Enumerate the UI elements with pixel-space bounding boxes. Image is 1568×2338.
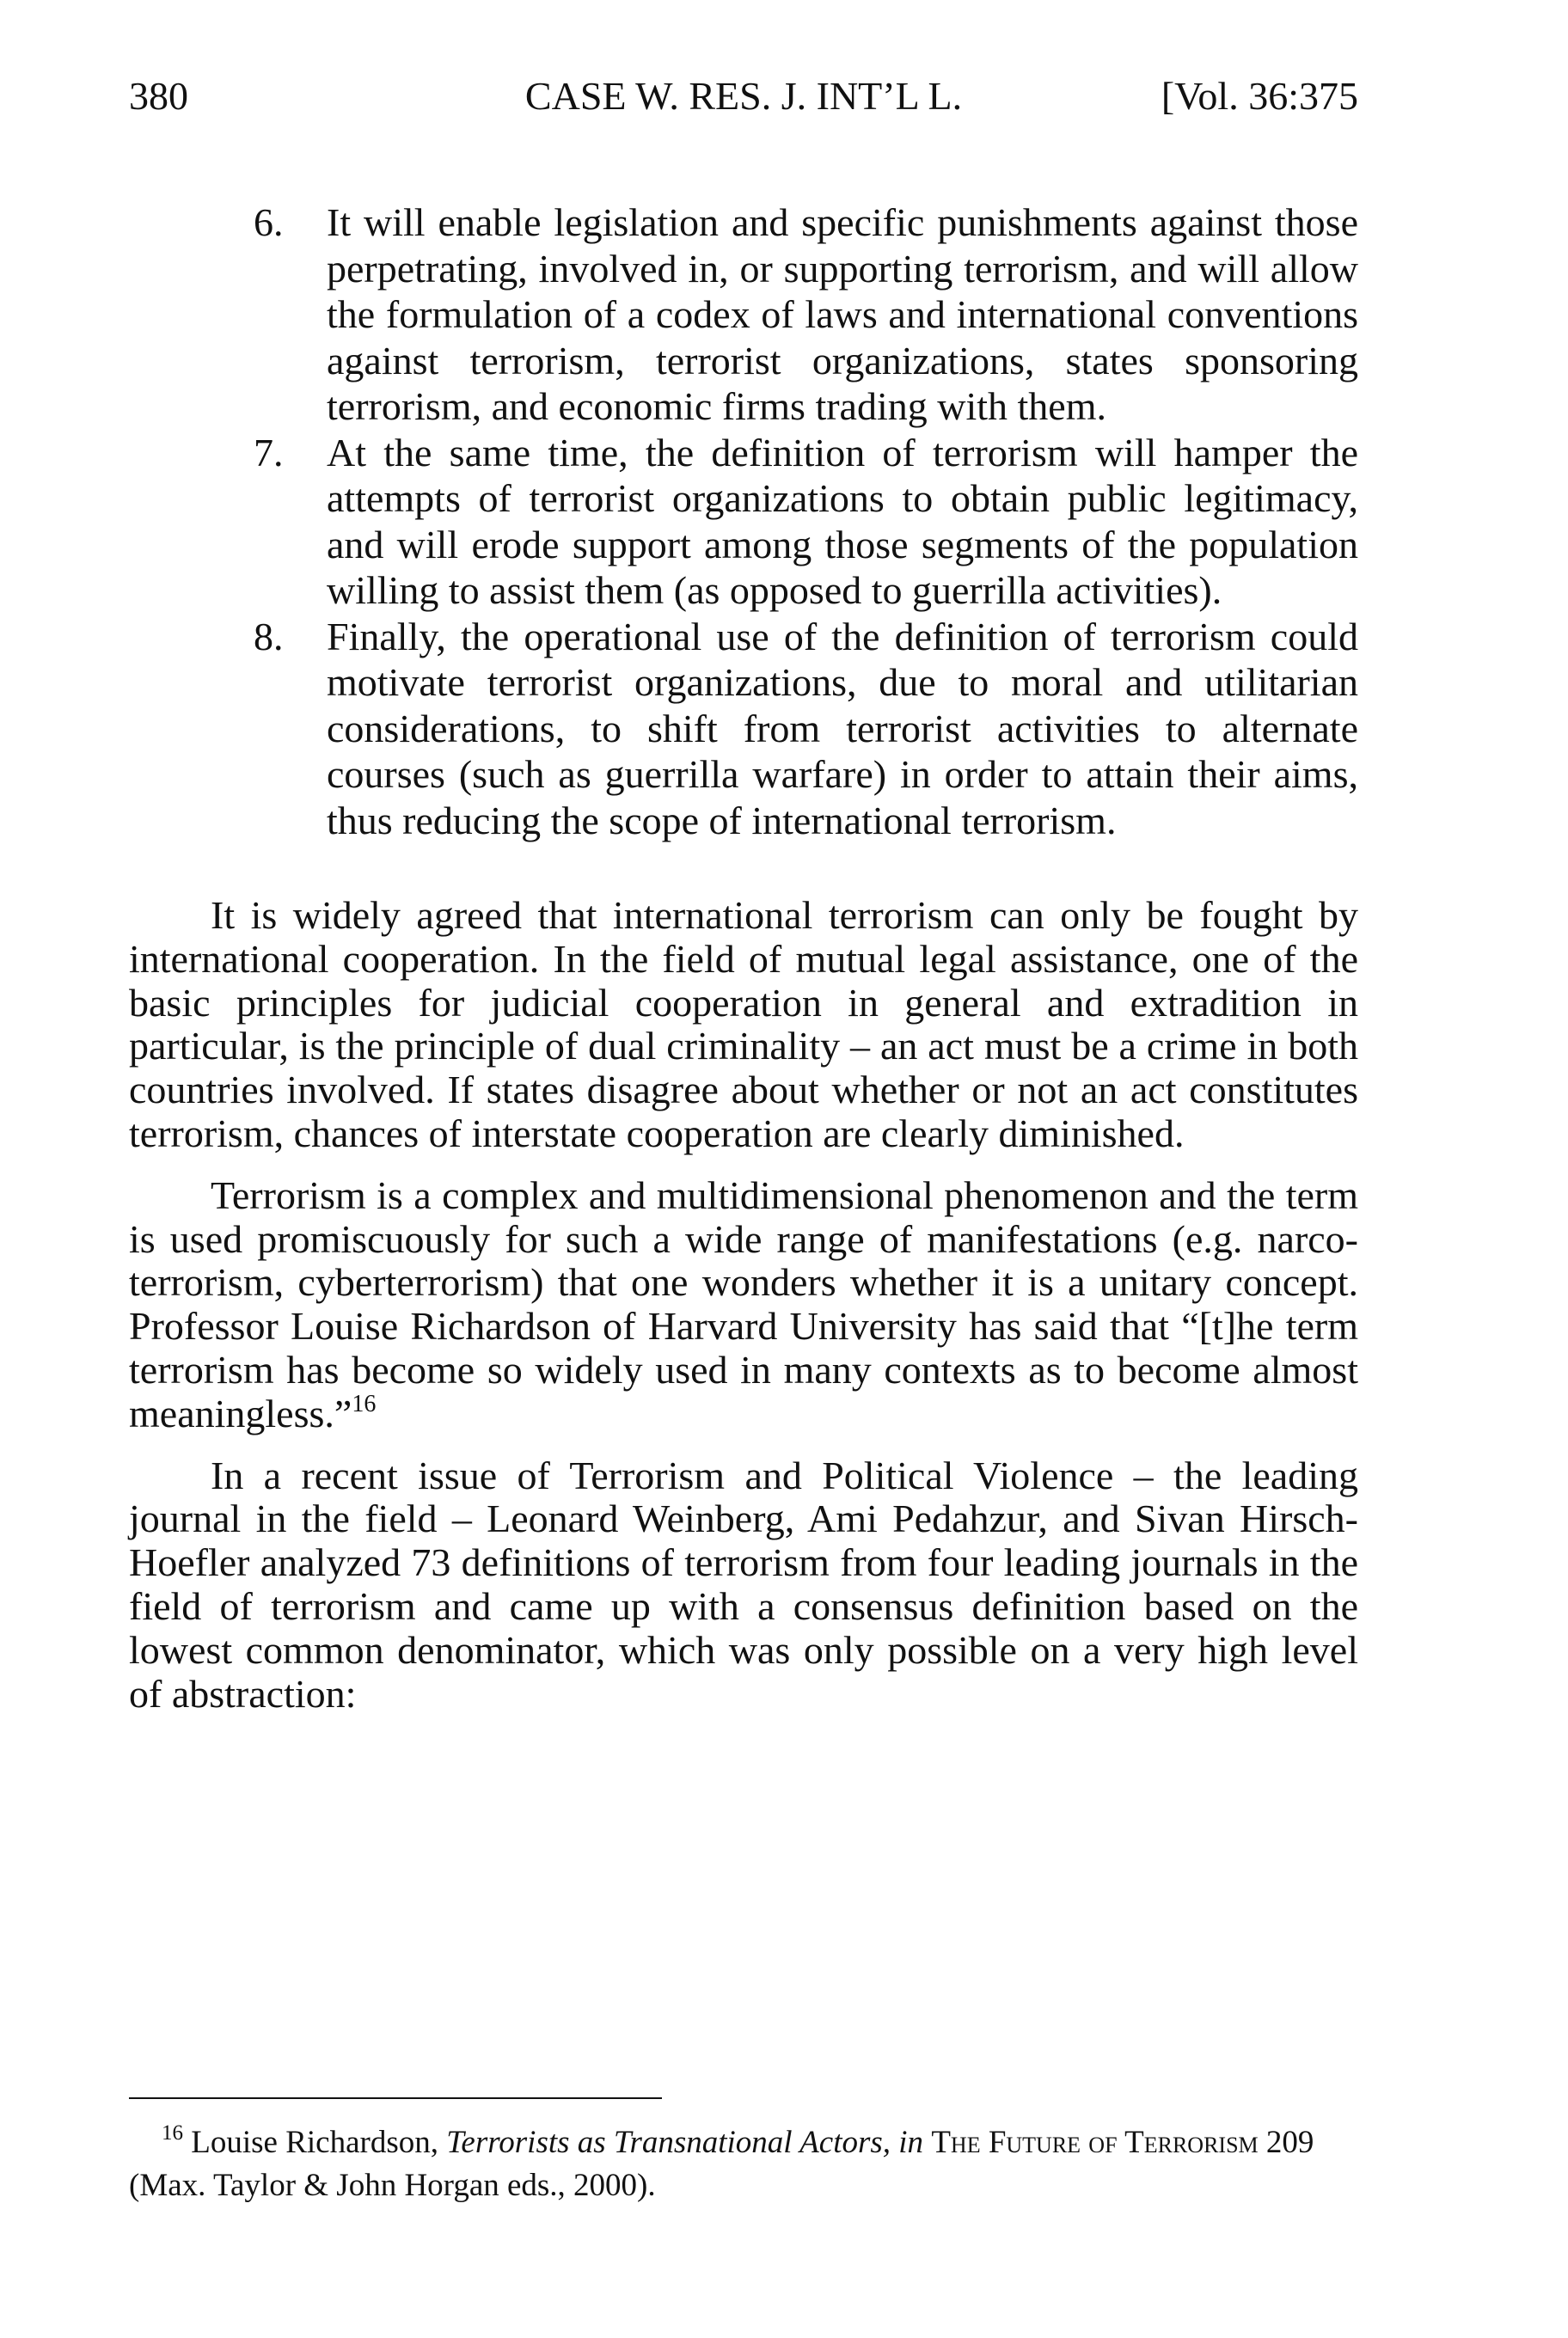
body-text [129, 894, 1358, 1734]
list-item [254, 614, 1358, 844]
list-item-number: 8. [254, 614, 284, 658]
list-item-number: 7. [254, 430, 284, 474]
list-item [254, 430, 1358, 614]
running-header [129, 70, 1358, 122]
footnote-book: The Future of Terrorism [931, 2125, 1259, 2160]
paragraph-text: It is widely agreed that international terrorism can only be fought by international cooperation. In the field of mutual legal assistance, one of the basic principles for judicial cooperation in general and extradition in particular, is the principle of dual criminality – an act must be a crime in both countries involved. If states disagree about whether or not an act constitutes terrorism, chances of interstate cooperation are clearly diminished. [129, 893, 1358, 1155]
footnote-16 [129, 2121, 1358, 2207]
list-item-number: 6. [254, 200, 284, 244]
list-item-text: Finally, the operational use of the definition of terrorism could motivate terrorist organizations, due to moral and utilitarian considerations, to shift from terrorist activities to alternate courses (such as guerrilla warfare) in order to attain their aims, thus reducing the scope of international terrorism. [327, 614, 1358, 842]
list-item-text: It will enable legislation and specific punishments against those perpetrating, involved in, or supporting terrorism, and will allow the formulation of a codex of laws and international conventions against terrorism, terrorist organizations, states sponsoring terrorism, and economic firms trading with them. [327, 200, 1358, 428]
numbered-list [254, 199, 1358, 843]
footnote-divider [129, 2097, 662, 2099]
page-number: 380 [129, 74, 188, 118]
footnote-author: Louise Richardson, [191, 2125, 438, 2160]
paragraph-complexity [129, 1174, 1358, 1436]
footnote-citation: 209 (Max. Taylor & John Horgan eds., 2000). [129, 2125, 1314, 2203]
paragraph-definitions [129, 1454, 1358, 1717]
footnote-in: in [898, 2125, 924, 2160]
journal-title: CASE W. RES. J. INT’L L. [524, 74, 963, 118]
paragraph-cooperation [129, 894, 1358, 1156]
footnote-reference[interactable]: 16 [352, 1390, 377, 1417]
list-item [254, 199, 1358, 430]
paragraph-text: In a recent issue of Terrorism and Political Violence – the leading journal in the field – Leonard Weinberg, Ami Pedahzur, and Sivan Hirsch-Hoefler analyzed 73 definitions of terrorism from four leading journals in the field of terrorism and came up with a consensus definition based on the lowest common denominator, which was only possible on a very high level of abstraction: [129, 1453, 1358, 1716]
footnote-number: 16 [162, 2121, 183, 2145]
list-item-text: At the same time, the definition of terrorism will hamper the attempts of terrorist organizations to obtain public legitimacy, and will erode support among those segments of the population willing to assist them (as opposed to guerrilla activities). [327, 430, 1358, 612]
volume-citation: [Vol. 36:375 [1161, 74, 1358, 118]
footnote-title: Terrorists as Transnational Actors, [446, 2125, 891, 2160]
paragraph-text: Terrorism is a complex and multidimensional phenomenon and the term is used promiscuously for such a wide range of manifestations (e.g. narco-terrorism, cyberterrorism) that one wonders whether it is a unitary concept. Professor Louise Richardson of Harvard University has said that “[t]he term terrorism has become so widely used in many contexts as to become almost meaningless.” [129, 1172, 1358, 1435]
